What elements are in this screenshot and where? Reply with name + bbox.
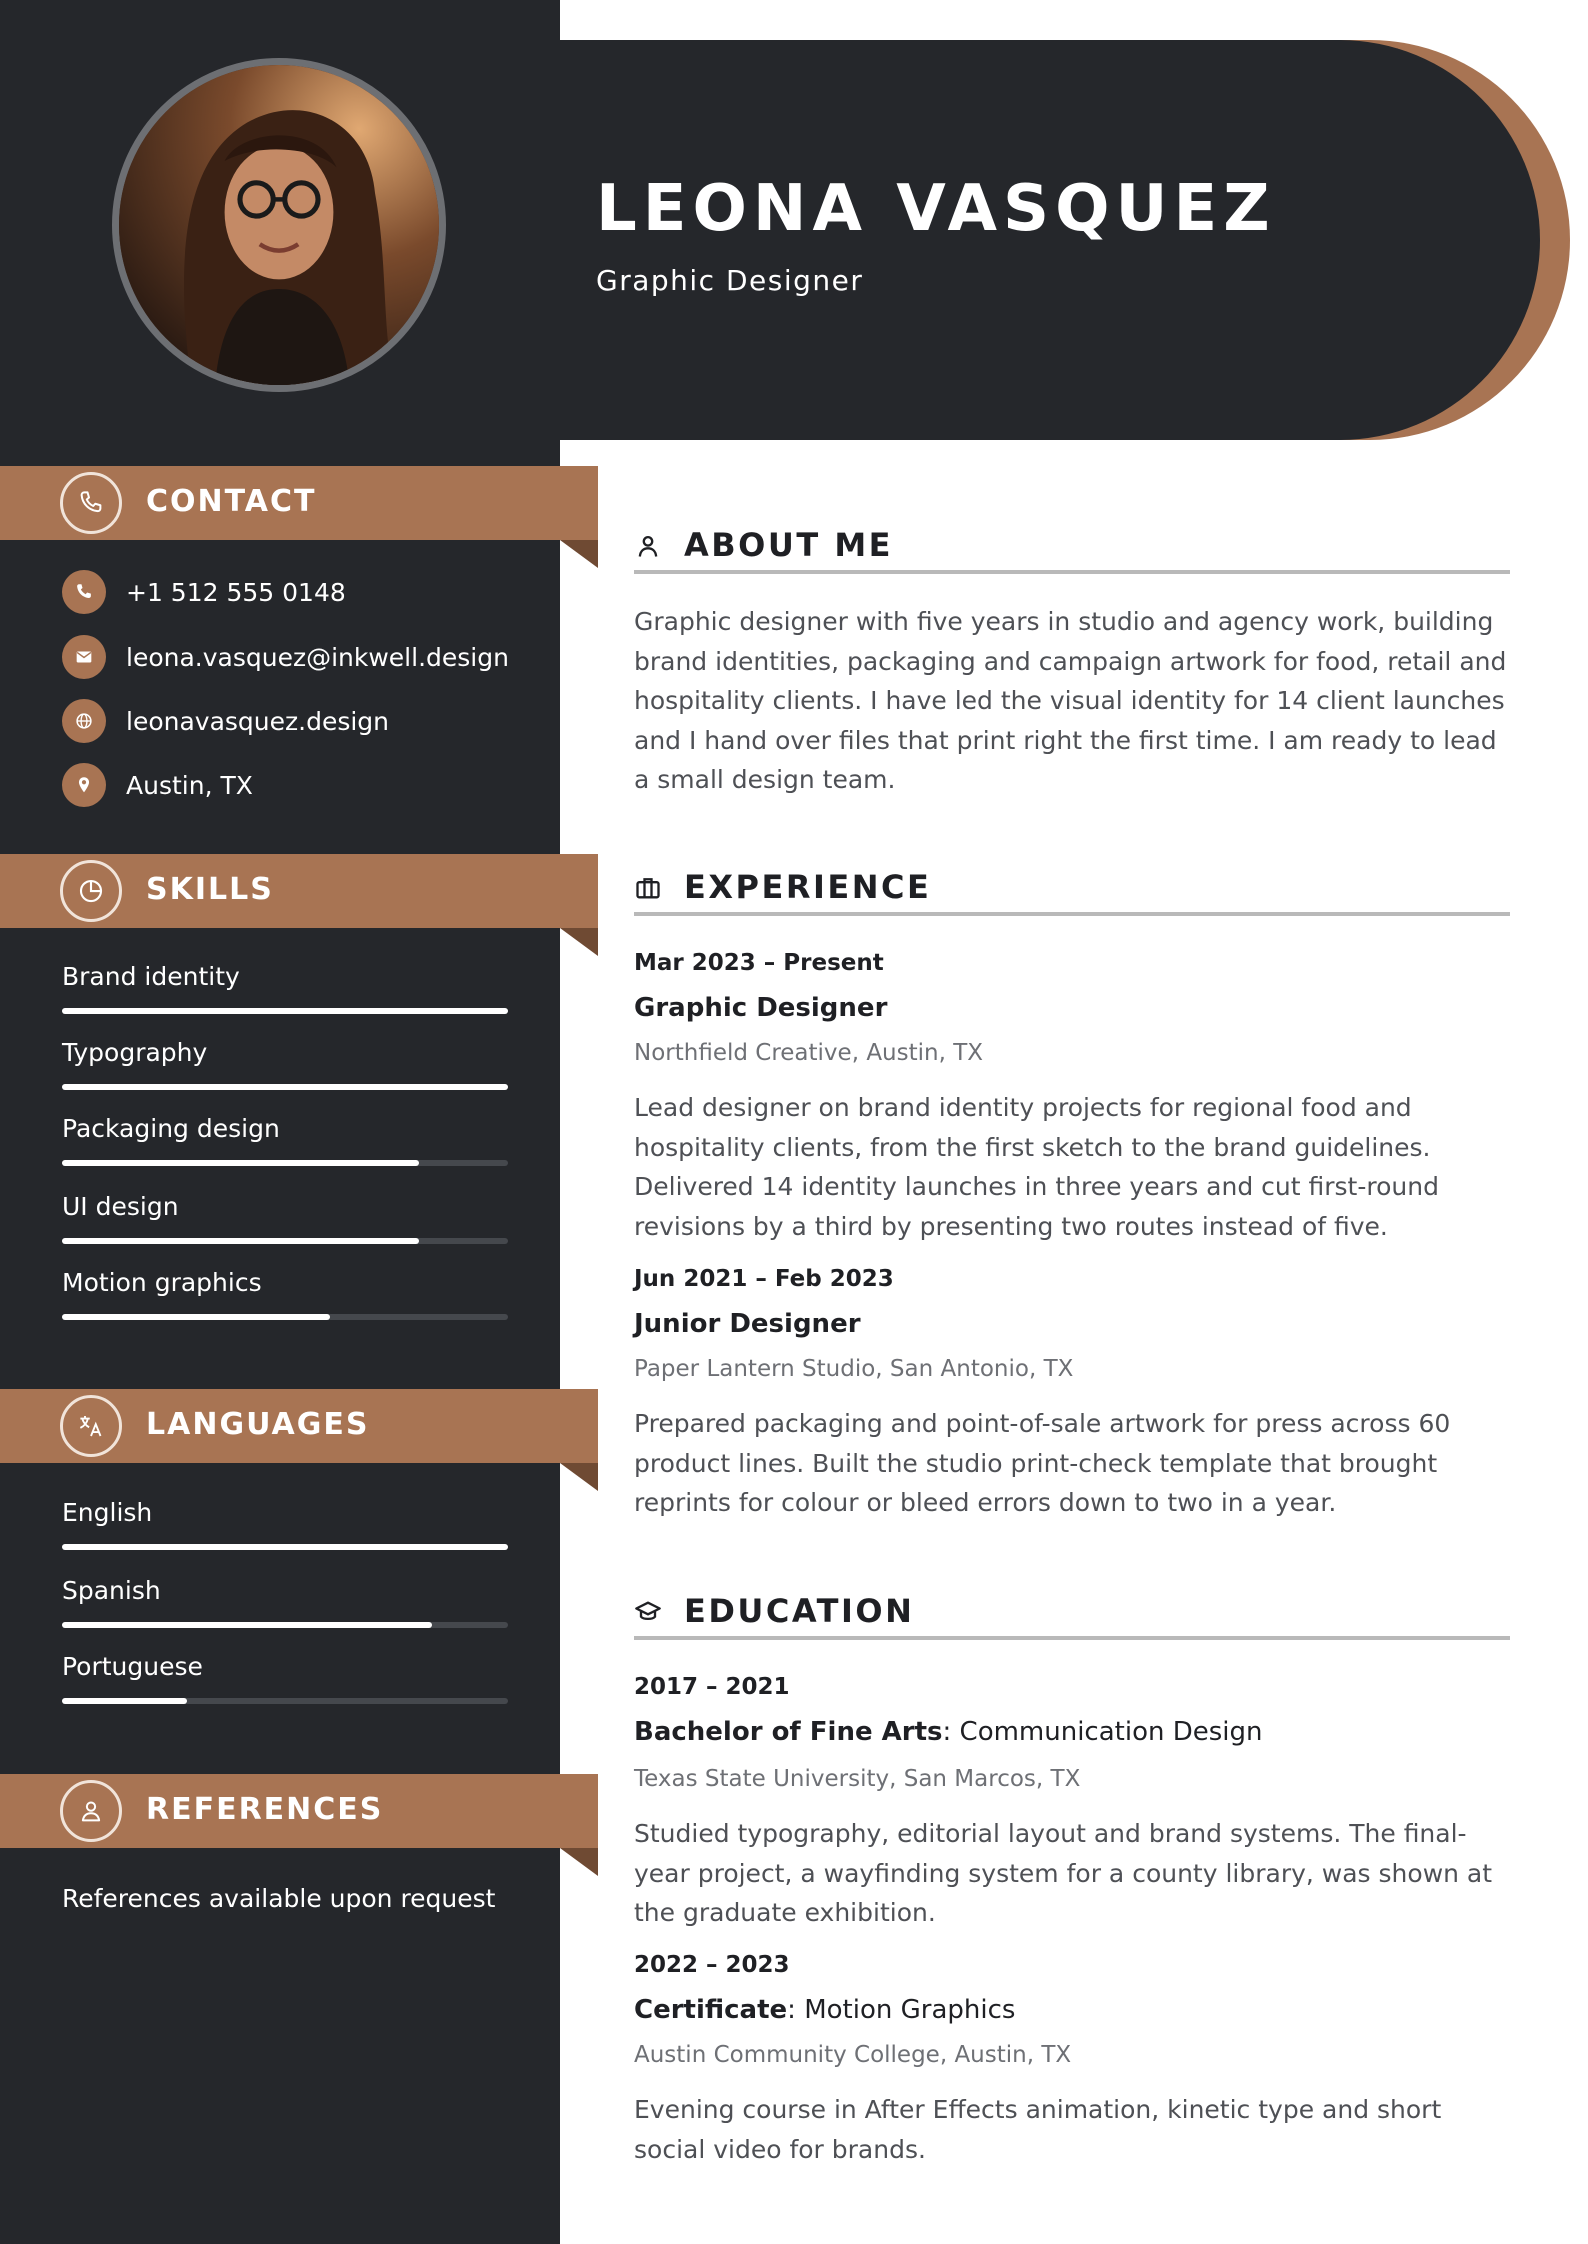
degree-field: : Communication Design xyxy=(942,1717,1263,1747)
language-bar xyxy=(62,1698,508,1704)
profile-photo xyxy=(112,58,446,392)
banner-fold xyxy=(560,928,598,956)
website-url: leonavasquez.design xyxy=(126,706,390,736)
degree-name: Bachelor of Fine Arts xyxy=(634,1717,943,1747)
contact-website[interactable] xyxy=(62,699,389,743)
job-dates: Jun 2021 – Feb 2023 xyxy=(634,1266,894,1292)
skill-item xyxy=(62,1114,508,1148)
language-bar-fill xyxy=(62,1698,187,1704)
skill-bar xyxy=(62,1160,508,1166)
education-dates: 2017 – 2021 xyxy=(634,1674,790,1700)
skill-bar-fill xyxy=(62,1008,508,1014)
references-title: REFERENCES xyxy=(146,1792,384,1827)
phone-icon xyxy=(60,472,122,534)
skill-item xyxy=(62,1192,508,1226)
language-bar xyxy=(62,1622,508,1628)
education-title: EDUCATION xyxy=(684,1592,915,1630)
skill-bar xyxy=(62,1008,508,1014)
portrait-image xyxy=(119,65,439,385)
person-icon xyxy=(60,1780,122,1842)
language-item xyxy=(62,1498,508,1532)
skill-label: Packaging design xyxy=(62,1114,280,1143)
education-description: Evening course in After Effects animation, kinetic type and short social video for brands. xyxy=(634,2095,1442,2164)
skill-bar-fill xyxy=(62,1084,508,1090)
job-company: Paper Lantern Studio, San Antonio, TX xyxy=(634,1356,1074,1382)
education-school: Austin Community College, Austin, TX xyxy=(634,2042,1072,2068)
experience-title: EXPERIENCE xyxy=(684,868,932,906)
skill-bar-fill xyxy=(62,1160,419,1166)
pie-chart-icon xyxy=(60,860,122,922)
language-label: Spanish xyxy=(62,1576,161,1605)
language-label: English xyxy=(62,1498,153,1527)
map-pin-icon xyxy=(62,763,106,807)
briefcase-icon xyxy=(634,874,662,902)
skills-title: SKILLS xyxy=(146,872,274,907)
phone-number: +1 512 555 0148 xyxy=(126,577,346,607)
contact-phone[interactable] xyxy=(62,570,346,614)
job-company: Northfield Creative, Austin, TX xyxy=(634,1040,984,1066)
phone-icon xyxy=(62,570,106,614)
language-bar xyxy=(62,1544,508,1550)
profile-role: Graphic Designer xyxy=(596,264,864,297)
banner-fold xyxy=(560,540,598,568)
language-item xyxy=(62,1652,508,1686)
banner-fold xyxy=(560,1463,598,1491)
about-title: ABOUT ME xyxy=(684,526,894,564)
profile-name: LEONA VASQUEZ xyxy=(596,172,1276,246)
graduation-cap-icon xyxy=(634,1598,662,1626)
skill-bar-fill xyxy=(62,1314,330,1320)
contact-section-banner xyxy=(0,466,598,540)
languages-section-banner xyxy=(0,1389,598,1463)
contact-title: CONTACT xyxy=(146,484,317,519)
skills-section-banner xyxy=(0,854,598,928)
about-text: Graphic designer with five years in studio and agency work, building brand identities, packaging and campaign artwork for food, retail and hospitality clients. I have led the visual identity for 14 client launches and I hand over files that print right the first time. I am ready to lead a small design team. xyxy=(634,607,1507,794)
banner-fold xyxy=(560,1848,598,1876)
experience-section-header xyxy=(634,856,1510,916)
degree-field: : Motion Graphics xyxy=(787,1995,1016,2025)
skill-bar xyxy=(62,1238,508,1244)
skill-bar xyxy=(62,1084,508,1090)
globe-icon xyxy=(62,699,106,743)
language-bar-fill xyxy=(62,1544,508,1550)
job-title: Junior Designer xyxy=(634,1309,861,1339)
languages-title: LANGUAGES xyxy=(146,1407,370,1442)
location-text: Austin, TX xyxy=(126,770,253,800)
language-bar-fill xyxy=(62,1622,432,1628)
contact-email[interactable] xyxy=(62,635,509,679)
skill-item xyxy=(62,962,508,996)
skill-item xyxy=(62,1268,508,1302)
language-item xyxy=(62,1576,508,1610)
contact-location xyxy=(62,763,253,807)
user-icon xyxy=(634,532,662,560)
education-degree xyxy=(634,1995,1015,2025)
skill-item xyxy=(62,1038,508,1072)
translate-icon xyxy=(60,1395,122,1457)
about-section-header xyxy=(634,514,1510,574)
job-dates: Mar 2023 – Present xyxy=(634,950,884,976)
email-address: leona.vasquez@inkwell.design xyxy=(126,642,509,672)
job-description: Prepared packaging and point-of-sale artwork for press across 60 product lines. Built the studio print-check template that brought reprints for colour or bleed errors down to two in a year. xyxy=(634,1409,1451,1517)
education-school: Texas State University, San Marcos, TX xyxy=(634,1766,1081,1792)
skill-label: Motion graphics xyxy=(62,1268,262,1297)
education-dates: 2022 – 2023 xyxy=(634,1952,790,1978)
envelope-icon xyxy=(62,635,106,679)
degree-name: Certificate xyxy=(634,1995,788,2025)
references-section-banner xyxy=(0,1774,598,1848)
skill-bar xyxy=(62,1314,508,1320)
skill-bar-fill xyxy=(62,1238,419,1244)
skill-label: Typography xyxy=(62,1038,208,1067)
education-degree xyxy=(634,1717,1263,1747)
skill-label: UI design xyxy=(62,1192,179,1221)
language-label: Portuguese xyxy=(62,1652,203,1681)
references-text: References available upon request xyxy=(62,1884,496,1913)
skill-label: Brand identity xyxy=(62,962,240,991)
job-description: Lead designer on brand identity projects for regional food and hospitality clients, from the first sketch to the brand guidelines. Delivered 14 identity launches in three years and cut first-round revisions by a third by presenting two routes instead of five. xyxy=(634,1093,1439,1241)
education-description: Studied typography, editorial layout and brand systems. The final-year project, a wayfinding system for a county library, was shown at the graduate exhibition. xyxy=(634,1819,1493,1927)
education-section-header xyxy=(634,1580,1510,1640)
job-title: Graphic Designer xyxy=(634,993,888,1023)
